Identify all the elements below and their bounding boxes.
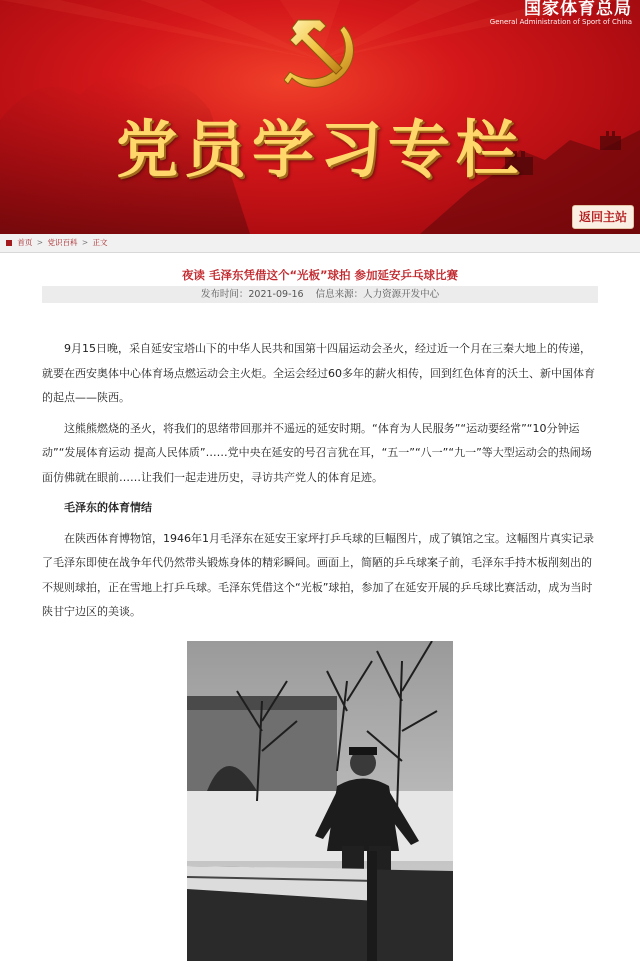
publish-label: 发布时间： bbox=[200, 289, 249, 300]
breadcrumb bbox=[0, 234, 640, 253]
photo-illustration bbox=[187, 641, 453, 961]
breadcrumb-separator: > bbox=[81, 238, 89, 247]
org-logo[interactable] bbox=[490, 0, 632, 27]
breadcrumb-knowledge[interactable]: 党识百科 bbox=[47, 238, 78, 247]
column-title: 党员学习专栏 bbox=[115, 113, 524, 186]
back-to-main-site-button[interactable]: 返回主站 bbox=[572, 205, 634, 229]
hammer-sickle-icon bbox=[284, 14, 360, 96]
publish-date: 2021-09-16 bbox=[248, 289, 304, 300]
paragraph: 这熊熊燃烧的圣火，将我们的思绪带回那并不遥远的延安时期。“体育为人民服务”“运动要经常”“10分钟运动”“发展体育运动 提高人民体质”……党中央在延安的号召言犹在耳，“五一”“八一”“九一”等大型运动会的热闹场面仿佛就在眼前……让我们一起走进历史，寻访共产党人的体育足迹。 bbox=[42, 421, 592, 484]
article-title: 夜读 毛泽东凭借这个“光板”球拍 参加延安乒乓球比赛 bbox=[181, 268, 459, 282]
section-heading: 毛泽东的体育情结 bbox=[64, 501, 152, 514]
article bbox=[0, 267, 640, 961]
breadcrumb-separator: > bbox=[36, 238, 44, 247]
header-banner bbox=[0, 0, 640, 234]
org-name-en: General Administration of Sport of China bbox=[489, 18, 632, 26]
breadcrumb-current: 正文 bbox=[92, 238, 108, 247]
breadcrumb-home[interactable]: 首页 bbox=[17, 238, 33, 247]
paragraph: 在陕西体育博物馆，1946年1月毛泽东在延安王家坪打乒乓球的巨幅图片，成了镇馆之宝。这幅图片真实记录了毛泽东即使在战争年代仍然带头锻炼身体的精彩瞬间。画面上，简陋的乒乓球案子前，毛泽东手持木板削刻出的不规则球拍，正在雪地上打乒乓球。毛泽东凭借这个“光板”球拍，参加了在延安开展的乒乓球比赛活动，成为当时陕甘宁边区的美谈。 bbox=[42, 531, 594, 618]
article-meta bbox=[42, 286, 598, 303]
article-photo bbox=[187, 641, 453, 961]
source-value: 人力资源开发中心 bbox=[363, 289, 440, 300]
source-label: 信息来源： bbox=[315, 289, 364, 300]
article-body bbox=[42, 337, 598, 625]
org-name-cn: 国家体育总局 bbox=[524, 0, 632, 19]
home-icon bbox=[6, 240, 12, 246]
paragraph: 9月15日晚，采自延安宝塔山下的中华人民共和国第十四届运动会圣火，经过近一个月在三秦大地上的传递，就要在西安奥体中心体育场点燃运动会主火炬。全运会经过60多年的薪火相传，回到红色体育的沃土、新中国体育的起点——陕西。 bbox=[42, 342, 595, 404]
